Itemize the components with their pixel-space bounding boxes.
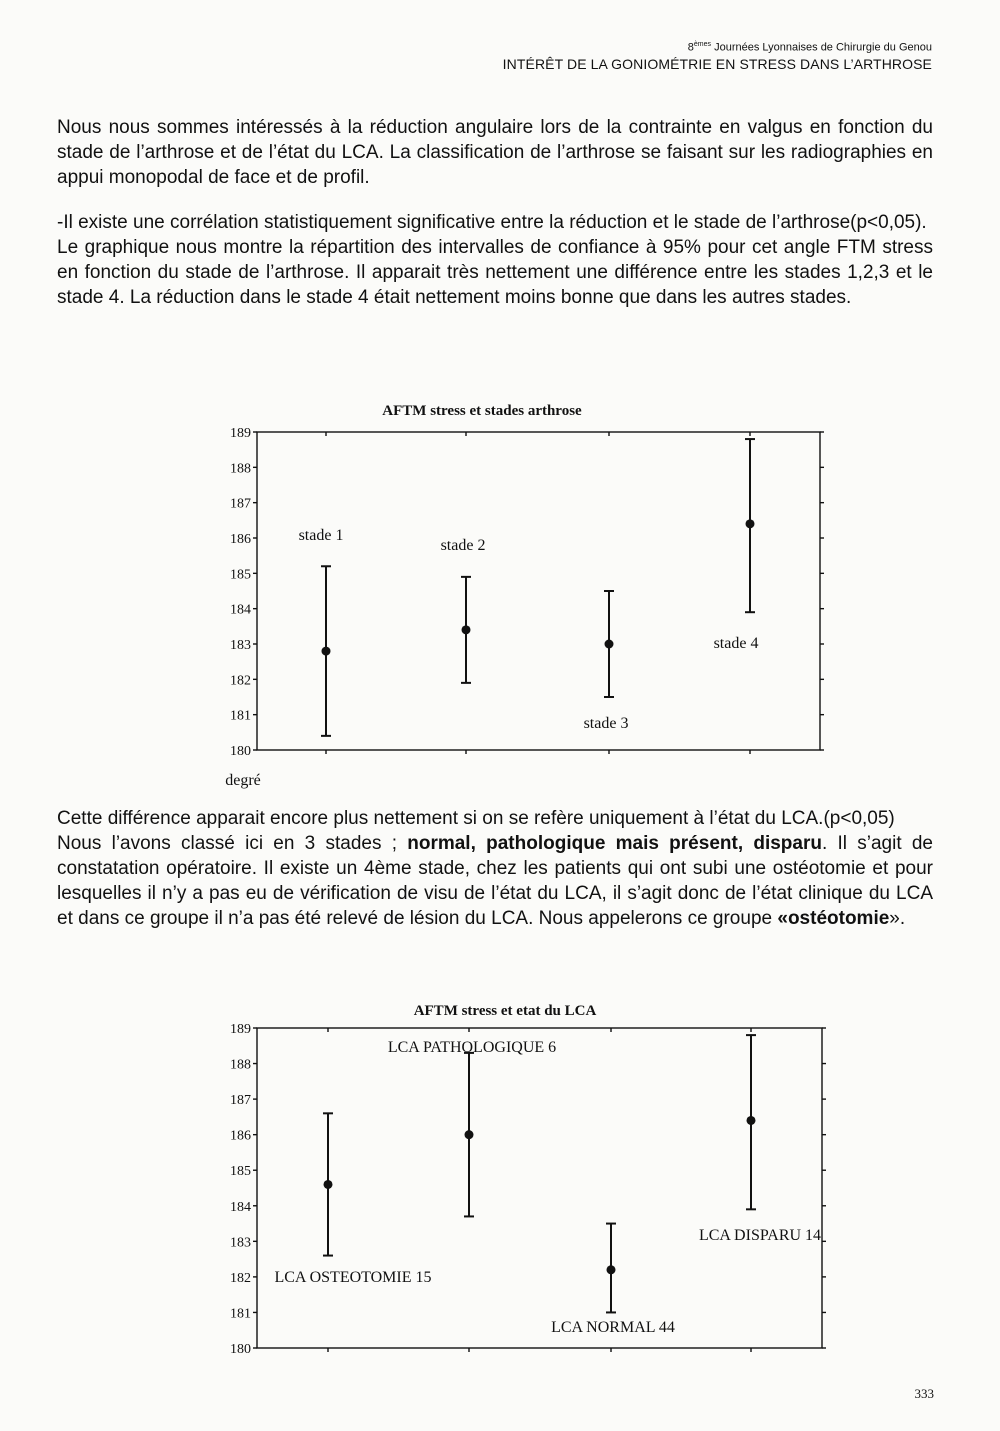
p5-bold-pathologique: pathologique mais présent, disparu [486, 833, 822, 854]
edition-suffix: èmes [693, 41, 712, 48]
plot-frame [257, 432, 820, 750]
paragraph-4: Cette différence apparait encore plus nettement si on se refère uniquement à l’état du LCA.(p<0,05) [57, 808, 895, 829]
point-label: stade 3 [583, 715, 629, 732]
page-number: 333 [914, 1386, 934, 1401]
paragraph-5 [57, 831, 933, 931]
y-tick-label: 187 [230, 496, 251, 512]
y-tick-label: 182 [230, 1270, 251, 1286]
y-tick-label: 188 [230, 1057, 251, 1073]
y-tick-label: 184 [230, 1199, 251, 1215]
y-tick-label: 186 [230, 1128, 251, 1144]
mean-point [747, 1116, 756, 1125]
y-tick-label: 189 [230, 1022, 251, 1037]
chart-title: AFTM stress et stades arthrose [382, 403, 582, 419]
mean-point [324, 1180, 333, 1189]
y-tick-label: 182 [230, 673, 251, 689]
chart-title: AFTM stress et etat du LCA [413, 1003, 597, 1019]
y-axis-label: degré [225, 772, 261, 789]
y-tick-label: 183 [230, 638, 251, 653]
paragraph-1: Nous nous sommes intéressés à la réduction angulaire lors de la contrainte en valgus en fonction du stade de l’arthrose et de l’état du LCA. La classification de l’arthrose se faisant sur les radiographies en appui monopodal de face et de profil. [57, 117, 933, 188]
point-label: LCA DISPARU 14 [698, 1227, 822, 1244]
figure-lca-state [0, 995, 1000, 1365]
y-tick-label: 185 [230, 1164, 251, 1180]
y-tick-label: 184 [230, 602, 251, 618]
p5-text-d: . Il s’agit de constatation opératoire. Il existe un 4ème stade, chez les patients qui ont subi une ostéotomie et pour lesquelles il n’y a pas eu de vérification de visu de l’état du LCA, il s’agit donc de l’état clinique du LCA et dans ce groupe il n’a pas été relevé de lésion du LCA. Nous appelerons ce groupe [57, 833, 933, 929]
running-header [503, 38, 932, 73]
point-label: stade 4 [713, 635, 759, 652]
y-tick-label: 180 [230, 744, 251, 759]
y-tick-label: 186 [230, 532, 251, 547]
mean-point [746, 519, 755, 528]
chart-lca-state [0, 995, 1000, 1365]
figure-arthrose-stages [0, 395, 1000, 795]
p5-text-a: Nous l’avons classé ici en 3 stades ; [57, 833, 408, 854]
y-tick-label: 188 [230, 461, 251, 477]
y-tick-label: 189 [230, 426, 251, 441]
p5-comma: , [470, 833, 487, 854]
text-block-2 [57, 806, 933, 931]
p5-quote-close: ». [889, 908, 906, 929]
p5-bold-normal: normal [407, 833, 471, 854]
y-tick-label: 185 [230, 567, 251, 583]
point-label: LCA NORMAL 44 [551, 1319, 675, 1336]
point-label: LCA PATHOLOGIQUE 6 [387, 1039, 557, 1056]
mean-point [605, 640, 614, 649]
y-tick-label: 181 [230, 708, 251, 724]
point-label: LCA OSTEOTOMIE 15 [274, 1269, 432, 1286]
edition-number: 8 [687, 41, 694, 54]
article-title: INTÉRÊT DE LA GONIOMÉTRIE EN STRESS DANS L’ARTHROSE [502, 55, 932, 72]
p5-bold-osteotomie: ostéotomie [787, 908, 890, 929]
conference-title: Journées Lyonnaises de Chirurgie du Genou [711, 41, 932, 54]
mean-point [465, 1130, 474, 1139]
paragraph-3: Le graphique nous montre la répartition des intervalles de confiance à 95% pour cet angle FTM stress en fonction du stade de l’arthrose. Il apparait très nettement une différence entre les stades 1,2,3 et le stade 4. La réduction dans le stade 4 était nettement moins bonne que dans les autres stades. [57, 237, 933, 308]
chart-arthrose-stages [0, 395, 1000, 795]
paragraph-2: -Il existe une corrélation statistiquement significative entre la réduction et le stade de l’arthrose(p<0,05). [57, 212, 927, 233]
mean-point [322, 647, 331, 656]
y-tick-label: 181 [230, 1306, 251, 1322]
y-tick-label: 180 [230, 1342, 251, 1357]
plot-frame [257, 1028, 822, 1348]
conference-name [503, 38, 932, 55]
p5-quote-open: « [777, 908, 788, 929]
point-label: stade 1 [298, 527, 344, 544]
mean-point [462, 625, 471, 634]
text-block-1 [57, 115, 933, 310]
mean-point [607, 1265, 616, 1274]
y-tick-label: 187 [230, 1093, 251, 1109]
y-tick-label: 183 [230, 1235, 251, 1251]
point-label: stade 2 [440, 537, 486, 554]
